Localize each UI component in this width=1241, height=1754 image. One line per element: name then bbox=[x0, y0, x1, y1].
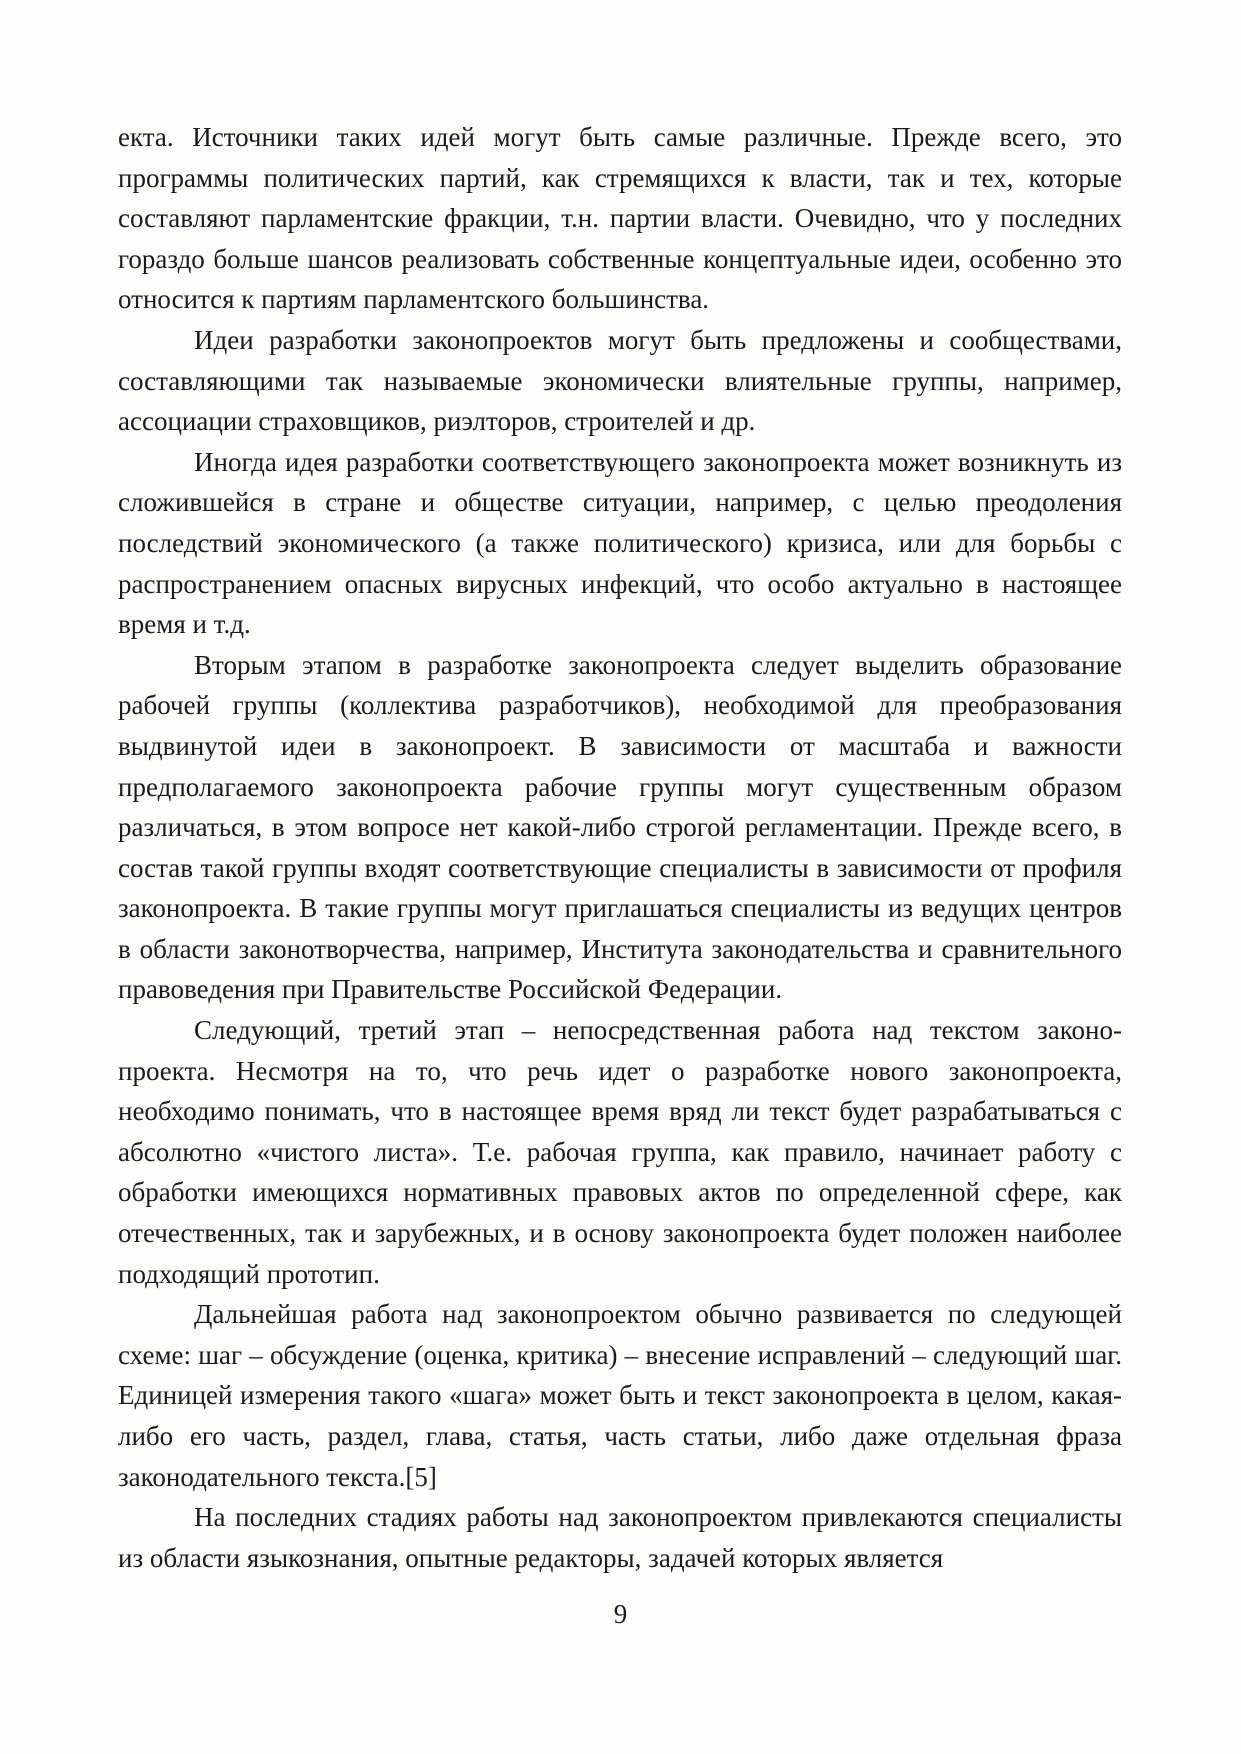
document-body bbox=[118, 117, 1122, 1578]
paragraph-3: Иногда идея разработки соответствующего законопроекта может возникнуть из сложившейся в стране и обществе ситуации, например, с целью преодоления последствий экономического (а также политического) кризиса, или для борьбы с распространением опасных вирусных инфекций, что особо актуально в настоящее время и т.д. bbox=[118, 446, 1122, 640]
paragraph-2: Идеи разработки законопроектов могут быть предложены и сообществами, составляющими так называемые экономически влиятельные группы, например, ассоциации страховщиков, риэлторов, строителей и др. bbox=[118, 324, 1122, 437]
paragraph-1: екта. Источники таких идей могут быть самые различные. Прежде всего, это программы политических партий, как стремящихся к власти, так и тех, которые составляют парламентские фракции, т.н. партии власти. Очевидно, что у последних гораздо больше шансов реализовать собственные концептуальные идеи, особенно это относится к партиям парламентского большинства. bbox=[118, 122, 1122, 315]
paragraph-4: Вторым этапом в разработке законопроекта следует выделить образование рабочей группы (коллектива разработчиков), необходимой для преобразования выдвинутой идеи в законопроект. В зависимости от масштаба и важности предполагаемого законопроекта рабочие группы могут существенным образом различаться, в этом вопросе нет какой-либо строгой регламентации. Прежде всего, в состав такой группы входят соответствующие специалисты в зависимости от профиля законопроекта. В такие группы могут приглашаться специалисты из ведущих центров в области законотворчества, например, Института законодательства и сравнительного правоведения при Правительстве Российской Федерации. bbox=[118, 649, 1122, 1005]
paragraph-6: Дальнейшая работа над законопроектом обычно развивается по следующей схеме: шаг – обсуждение (оценка, критика) – внесение исправлений – следующий шаг. Единицей измерения такого «шага» может быть и текст законопроекта в целом, какая-либо его часть, раздел, глава, статья, часть статьи, либо даже отдельная фраза законодательного текста.[5] bbox=[118, 1299, 1122, 1492]
paragraph-7: На последних стадиях работы над законопроектом привлекаются специалисты из области языкознания, опытные редакторы, задачей которых является bbox=[118, 1502, 1122, 1573]
page-number: 9 bbox=[613, 1599, 628, 1629]
paragraph-5: Следующий, третий этап – непосредственная работа над текстом законопроекта. Несмотря на то, что речь идет о разработке нового законопроекта, необходимо понимать, что в настоящее время вряд ли текст будет разрабатываться с абсолютно «чистого листа». Т.е. рабочая группа, как правило, начинает работу с обработки имеющихся нормативных правовых актов по определенной сфере, как отечественных, так и зарубежных, и в основу законопроекта будет положен наиболее подходящий прототип. bbox=[118, 1015, 1122, 1289]
